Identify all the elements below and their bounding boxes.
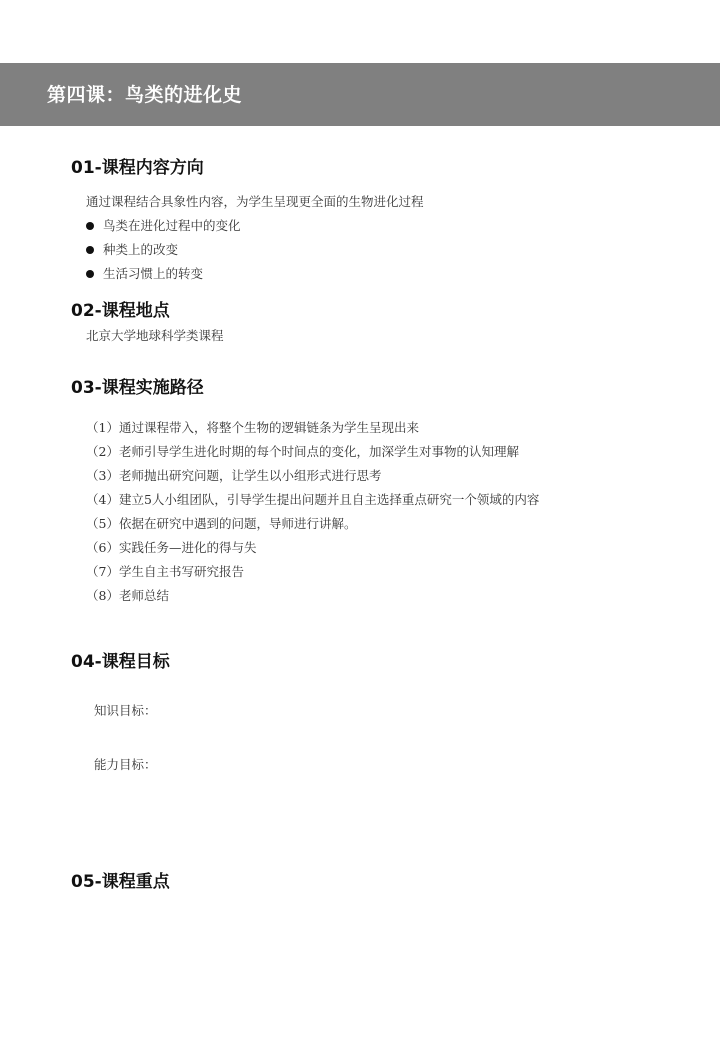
page-title: 第四课：鸟类的进化史 [47, 84, 243, 106]
bullet-dot-icon [86, 246, 94, 254]
bullet-dot-icon [86, 222, 94, 230]
step-item: （6）实践任务—进化的得与失 [86, 540, 257, 555]
bullet-text: 鸟类在进化过程中的变化 [103, 218, 241, 233]
step-item: （2）老师引导学生进化时期的每个时间点的变化，加深学生对事物的认知理解 [86, 444, 519, 459]
section-heading-content: 01-课程内容方向 [71, 158, 204, 178]
step-item: （4）建立5人小组团队，引导学生提出问题并且自主选择重点研究一个领域的内容 [86, 492, 540, 507]
step-item: （7）学生自主书写研究报告 [86, 564, 244, 579]
bullet-text: 生活习惯上的转变 [103, 266, 204, 281]
section-heading-location: 02-课程地点 [71, 301, 170, 321]
bullet-text: 种类上的改变 [103, 242, 179, 257]
step-item: （1）通过课程带入，将整个生物的逻辑链条为学生呈现出来 [86, 420, 419, 435]
step-item: （5）依据在研究中遇到的问题，导师进行讲解。 [86, 516, 357, 531]
bullet-item [86, 240, 178, 258]
bullet-item [86, 216, 241, 234]
section-heading-focus: 05-课程重点 [71, 872, 170, 892]
bullet-item [86, 264, 203, 282]
location-text: 北京大学地球科学类课程 [86, 328, 224, 343]
goal-knowledge: 知识目标： [94, 703, 157, 718]
goal-ability: 能力目标： [94, 757, 157, 772]
step-item: （8）老师总结 [86, 588, 169, 603]
section-heading-path: 03-课程实施路径 [71, 378, 204, 398]
step-item: （3）老师抛出研究问题，让学生以小组形式进行思考 [86, 468, 382, 483]
section-intro: 通过课程结合具象性内容，为学生呈现更全面的生物进化过程 [86, 194, 424, 209]
bullet-dot-icon [86, 270, 94, 278]
section-heading-goals: 04-课程目标 [71, 652, 170, 672]
